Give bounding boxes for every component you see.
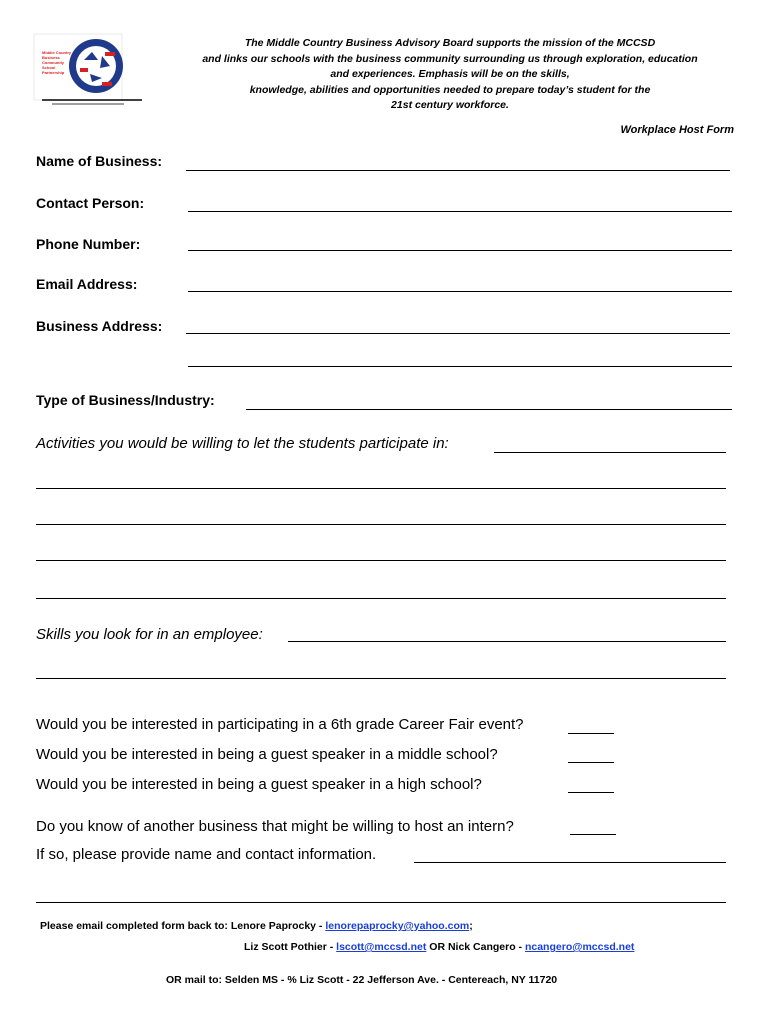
mission-line: knowledge, abilities and opportunities needed to prepare today’s student for the: [249, 83, 651, 96]
footer-mail-line: OR mail to: Selden MS - % Liz Scott - 22 Jefferson Ave. - Centereach, NY 11720: [166, 974, 558, 986]
footer-or-nick: OR Nick Cangero -: [426, 941, 525, 953]
speaker-high-answer[interactable]: [568, 792, 614, 793]
business-type-field[interactable]: [246, 409, 732, 410]
provide-contact-line[interactable]: [36, 902, 726, 903]
footer-email-line: [40, 920, 473, 932]
email-address-label: Email Address:: [36, 276, 138, 292]
activities-field[interactable]: [494, 452, 726, 453]
speaker-middle-answer[interactable]: [568, 762, 614, 763]
footer-prefix: Please email completed form back to: Lenore Paprocky -: [40, 920, 326, 932]
skills-field[interactable]: [288, 641, 726, 642]
career-fair-question: Would you be interested in participating in a 6th grade Career Fair event?: [36, 716, 524, 733]
business-address-label: Business Address:: [36, 318, 163, 334]
phone-number-label: Phone Number:: [36, 236, 141, 252]
email-address-field[interactable]: [188, 291, 732, 292]
mission-line: The Middle Country Business Advisory Board supports the mission of the MCCSD: [244, 37, 656, 49]
email-link-liz[interactable]: lscott@mccsd.net: [336, 941, 427, 953]
activities-line[interactable]: [36, 560, 726, 561]
activities-line[interactable]: [36, 488, 726, 489]
footer-liz-label: Liz Scott Pothier -: [244, 941, 337, 953]
contact-person-label: Contact Person:: [36, 195, 145, 211]
contact-person-field[interactable]: [188, 211, 732, 212]
email-link-nick[interactable]: ncangero@mccsd.net: [524, 941, 635, 953]
other-business-question: Do you know of another business that might be willing to host an intern?: [36, 818, 514, 835]
mccsd-partnership-logo: [32, 30, 147, 110]
skills-question: Skills you look for in an employee:: [36, 626, 263, 643]
skills-line[interactable]: [36, 678, 726, 679]
footer-suffix: ;: [469, 920, 473, 932]
career-fair-answer[interactable]: [568, 733, 614, 734]
speaker-middle-question: Would you be interested in being a guest speaker in a middle school?: [36, 746, 498, 763]
activities-line[interactable]: [36, 524, 726, 525]
logo-text: Middle Country Business Community School Partnership: [42, 50, 72, 75]
business-type-label: Type of Business/Industry:: [36, 392, 215, 408]
business-address-field[interactable]: [186, 333, 730, 334]
other-business-answer[interactable]: [570, 834, 616, 835]
provide-contact-field[interactable]: [414, 862, 726, 863]
business-address-field-2[interactable]: [188, 366, 732, 367]
footer-contacts-line: [244, 941, 634, 953]
activities-line[interactable]: [36, 598, 726, 599]
provide-contact-question: If so, please provide name and contact information.: [36, 846, 377, 863]
business-name-field[interactable]: [186, 170, 730, 171]
mission-line: 21st century workforce.: [391, 99, 509, 111]
phone-number-field[interactable]: [188, 250, 732, 251]
speaker-high-question: Would you be interested in being a guest speaker in a high school?: [36, 776, 482, 793]
business-name-label: Name of Business:: [36, 153, 163, 169]
mission-line: and links our schools with the business community surrounding us through exploration, education: [202, 52, 698, 65]
email-link-lenore[interactable]: lenorepaprocky@yahoo.com: [325, 920, 470, 932]
activities-question: Activities you would be willing to let the students participate in:: [36, 435, 449, 452]
form-title: Workplace Host Form: [620, 124, 734, 136]
mission-statement: [150, 36, 750, 114]
mission-line: and experiences. Emphasis will be on the skills,: [330, 68, 570, 80]
